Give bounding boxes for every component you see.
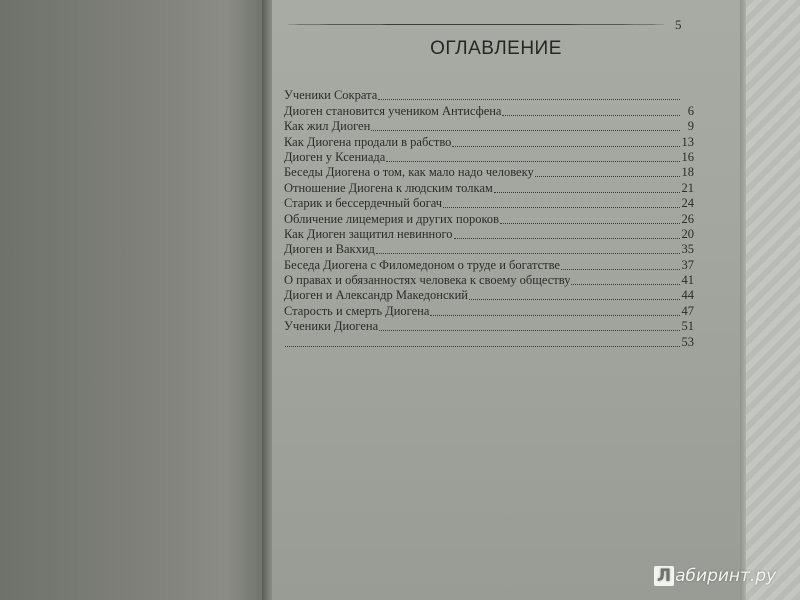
toc-leader	[285, 345, 680, 347]
toc-leader	[571, 283, 679, 285]
toc-row	[284, 288, 694, 303]
toc-leader	[378, 98, 680, 100]
toc-row	[284, 227, 694, 242]
toc-entry-label: Диоген у Ксениада	[284, 149, 386, 164]
toc-leader	[469, 298, 680, 300]
toc-row	[284, 303, 694, 318]
toc-row	[284, 103, 694, 118]
toc-leader	[376, 252, 680, 254]
toc-entry-page: 6	[687, 103, 694, 118]
toc-entry-page: 20	[681, 226, 694, 241]
toc-leader	[535, 175, 680, 177]
toc-leader	[452, 145, 679, 147]
toc-entry-page: 37	[681, 257, 694, 272]
toc-entry-label: Диоген и Вакхид	[284, 242, 375, 257]
toc-leader	[454, 237, 680, 239]
toc-entry-page: 24	[681, 196, 694, 211]
page-number: 5	[675, 17, 682, 32]
toc-leader	[430, 314, 679, 316]
toc-leader	[386, 160, 679, 162]
toc-row	[284, 134, 694, 149]
toc-leader	[379, 329, 679, 331]
toc-entry-page: 47	[681, 303, 694, 318]
toc-entry-page: 51	[681, 319, 694, 334]
toc-entry-label: Ученики Диогена	[284, 319, 379, 334]
toc-entry-label: Ученики Сократа	[284, 88, 378, 103]
toc-row	[284, 319, 694, 334]
toc-row	[284, 257, 694, 272]
labirint-logo-icon: Л	[654, 566, 674, 586]
toc-entry-label: Диоген становится учеником Антисфена	[284, 103, 502, 118]
toc-entry-label: Беседы Диогена о том, как мало надо человеку	[284, 165, 534, 180]
header-rule	[286, 24, 666, 25]
toc-row	[284, 165, 694, 180]
toc-row	[284, 119, 694, 134]
toc-row	[284, 211, 694, 226]
table-surface	[746, 0, 800, 600]
toc-entry-label: Как жил Диоген	[284, 119, 371, 134]
toc-leader	[443, 206, 679, 208]
toc-entry-label: Старость и смерть Диогена	[284, 303, 430, 318]
toc-entry-page: 35	[681, 242, 694, 257]
toc-entry-label: Отношение Диогена к людским толкам	[284, 180, 493, 195]
toc-leader	[494, 191, 680, 193]
toc-entry-label: Старик и бессердечный богач	[284, 196, 443, 211]
toc-row	[284, 196, 694, 211]
toc-entry-page: 16	[681, 149, 694, 164]
toc-entry-page: 26	[681, 211, 694, 226]
toc-entry-label: Обличение лицемерия и других пороков	[284, 211, 500, 226]
toc-entry-label: Как Диоген защитил невинного	[284, 226, 453, 241]
toc-title: ОГЛАВЛЕНИЕ	[430, 38, 562, 59]
toc-entry-page: 18	[681, 165, 694, 180]
toc-entry-page: 13	[681, 134, 694, 149]
toc-entry-label: Беседа Диогена с Филомедоном о труде и богатстве	[284, 257, 560, 272]
toc-leader	[502, 114, 680, 116]
toc-row	[284, 180, 694, 195]
toc-entry-label: Как Диогена продали в рабство	[284, 134, 452, 149]
toc-row	[284, 88, 694, 103]
toc-entry-page: 41	[681, 273, 694, 288]
table-of-contents	[284, 88, 694, 350]
toc-leader	[371, 129, 680, 131]
toc-row	[284, 242, 694, 257]
toc-leader	[500, 222, 679, 224]
toc-entry-page: 44	[681, 288, 694, 303]
toc-row	[284, 334, 694, 349]
labirint-watermark	[654, 566, 776, 586]
watermark-text: абиринт.ру	[675, 566, 777, 586]
toc-entry-page: 21	[681, 180, 694, 195]
toc-entry-page: 9	[687, 119, 694, 134]
toc-leader	[561, 268, 680, 270]
toc-entry-label: О правах и обязанностях человека к своему обществу	[284, 273, 571, 288]
toc-entry-page: 53	[681, 334, 694, 349]
toc-entry-label: Диоген и Александр Македонский	[284, 288, 468, 303]
left-page	[0, 0, 268, 600]
toc-row	[284, 273, 694, 288]
toc-row	[284, 150, 694, 165]
